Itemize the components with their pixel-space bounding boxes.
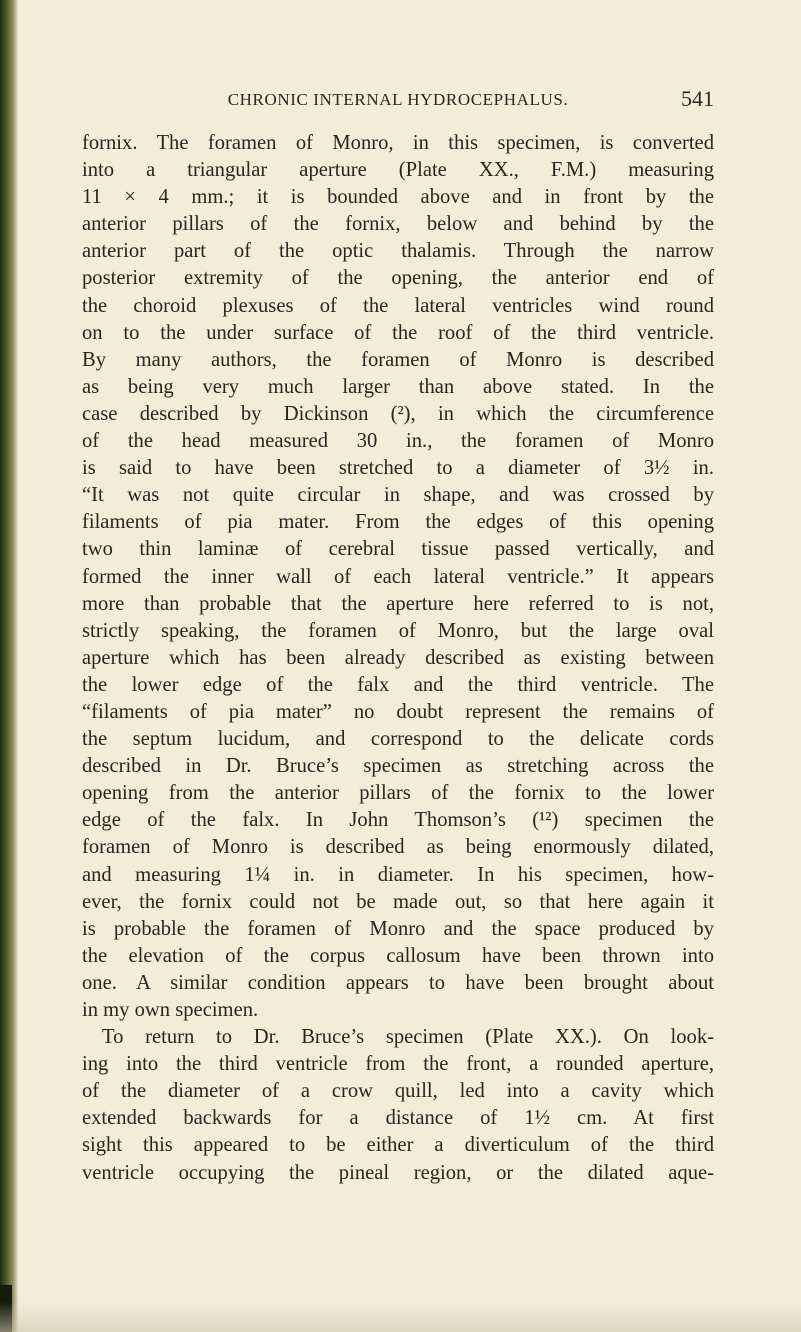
body-text bbox=[82, 130, 714, 1187]
text-line: filaments of pia mater. From the edges of this opening bbox=[82, 511, 714, 534]
text-line: ing into the third ventricle from the front, a rounded aperture, bbox=[82, 1053, 714, 1076]
page-bottom-shadow bbox=[0, 1302, 801, 1332]
text-line: opening from the anterior pillars of the fornix to the lower bbox=[82, 782, 714, 805]
text-line: By many authors, the foramen of Monro is described bbox=[82, 348, 714, 371]
text-line: anterior pillars of the fornix, below and behind by the bbox=[82, 213, 714, 236]
text-line: “It was not quite circular in shape, and was crossed by bbox=[82, 484, 714, 507]
running-head: CHRONIC INTERNAL HYDROCEPHALUS. bbox=[227, 90, 569, 109]
text-line: foramen of Monro is described as being enormously dilated, bbox=[82, 836, 714, 859]
text-line: sight this appeared to be either a diverticulum of the third bbox=[82, 1134, 714, 1157]
text-line: formed the inner wall of each lateral ventricle.” It appears bbox=[82, 565, 714, 588]
text-line: anterior part of the optic thalamis. Through the narrow bbox=[82, 240, 714, 263]
text-line: more than probable that the aperture here referred to is not, bbox=[82, 592, 714, 615]
text-line: as being very much larger than above stated. In the bbox=[82, 375, 714, 398]
text-line: is probable the foramen of Monro and the space produced by bbox=[82, 917, 714, 940]
text-line: into a triangular aperture (Plate XX., F.M.) measuring bbox=[82, 159, 714, 182]
text-line: and measuring 1¼ in. in diameter. In his specimen, how- bbox=[82, 863, 714, 886]
text-line: extended backwards for a distance of 1½ cm. At first bbox=[82, 1107, 714, 1130]
text-line: posterior extremity of the opening, the anterior end of bbox=[82, 267, 714, 290]
text-line: the choroid plexuses of the lateral ventricles wind round bbox=[82, 294, 714, 317]
text-line: of the diameter of a crow quill, led into a cavity which bbox=[82, 1080, 714, 1103]
page-header bbox=[82, 86, 714, 116]
text-line: one. A similar condition appears to have been brought about bbox=[82, 971, 714, 994]
text-line: ventricle occupying the pineal region, or the dilated aque- bbox=[82, 1161, 714, 1184]
text-line: on to the under surface of the roof of the third ventricle. bbox=[82, 321, 714, 344]
text-line: “filaments of pia mater” no doubt represent the remains of bbox=[82, 700, 714, 723]
text-line: 11 × 4 mm.; it is bounded above and in front by the bbox=[82, 186, 714, 209]
text-line: described in Dr. Bruce’s specimen as stretching across the bbox=[82, 755, 714, 778]
text-line: edge of the falx. In John Thomson’s (¹²) specimen the bbox=[82, 809, 714, 832]
page-number: 541 bbox=[681, 86, 714, 111]
text-line: the lower edge of the falx and the third ventricle. The bbox=[82, 673, 714, 696]
text-line: aperture which has been already described as existing between bbox=[82, 646, 714, 669]
text-line: two thin laminæ of cerebral tissue passed vertically, and bbox=[82, 538, 714, 561]
text-line: fornix. The foramen of Monro, in this specimen, is converted bbox=[82, 132, 714, 154]
text-line: in my own specimen. bbox=[82, 999, 259, 1021]
text-line: To return to Dr. Bruce’s specimen (Plate XX.). On look- bbox=[102, 1026, 714, 1049]
text-line: is said to have been stretched to a diameter of 3½ in. bbox=[82, 457, 714, 480]
text-line: the septum lucidum, and correspond to the delicate cords bbox=[82, 728, 714, 751]
text-line: strictly speaking, the foramen of Monro, but the large oval bbox=[82, 619, 714, 642]
book-binding-edge bbox=[0, 0, 18, 1332]
text-line: the elevation of the corpus callosum have been thrown into bbox=[82, 944, 714, 967]
text-line: case described by Dickinson (²), in which the circumference bbox=[82, 402, 714, 425]
text-line: ever, the fornix could not be made out, so that here again it bbox=[82, 890, 714, 913]
text-line: of the head measured 30 in., the foramen of Monro bbox=[82, 430, 714, 453]
